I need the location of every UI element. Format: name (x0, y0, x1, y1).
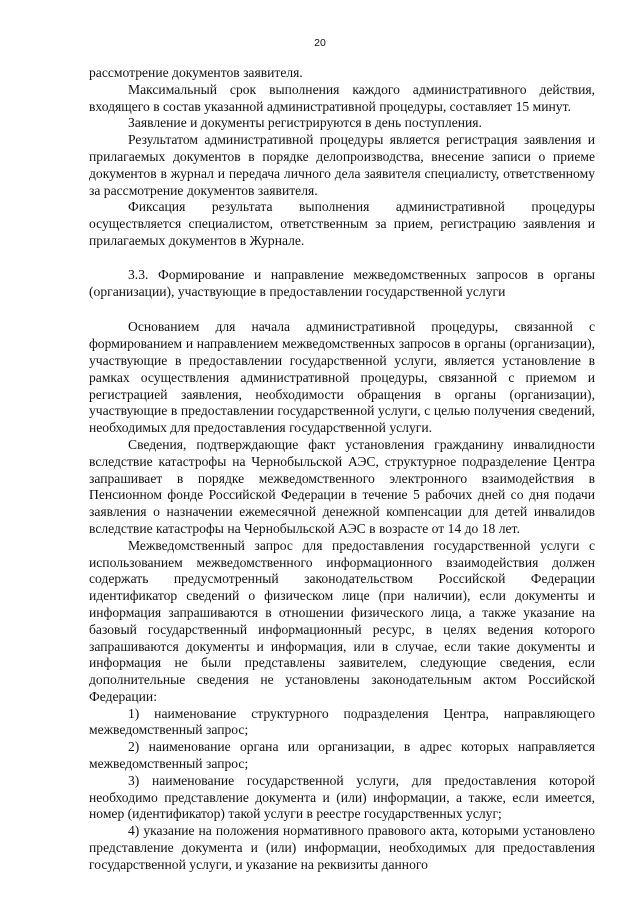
paragraph: Максимальный срок выполнения каждого административного действия, входящего в состав указанной административной процедуры, составляет 15 минут. (89, 81, 595, 114)
list-item: 2) наименование органа или организации, в адрес которых направляется межведомственный запрос; (89, 739, 595, 772)
section-heading: 3.3. Формирование и направление межведомственных запросов в органы (организации), участвующие в предоставлении государственной услуги (89, 266, 595, 299)
paragraph: Заявление и документы регистрируются в день поступления. (128, 115, 482, 131)
list-item: 4) указание на положения нормативного правового акта, которыми установлено представление документа и (или) информации, необходимых для предоставления государственной услуги, и указание на реквизиты данного (89, 823, 595, 872)
paragraph: рассмотрение документов заявителя. (89, 65, 303, 80)
list-item: 1) наименование структурного подразделения Центра, направляющего межведомственный запрос; (89, 705, 595, 738)
paragraph: Основанием для начала административной процедуры, связанной с формированием и направлением межведомственных запросов в органы (организации), участвующие в предоставлении государственной услуги, является установление в рамках осуществления административной процедуры, связанной с приемом и регистрацией заявления, необходимости обращения в органы (организации), участвующие в предоставлении государственной услуги, с целью получения сведений, необходимых для предоставления государственной услуги. (89, 319, 595, 436)
list-item: 3) наименование государственной услуги, для предоставления которой необходимо представление документа и (или) информации, а также, если имеется, номер (идентификатор) такой услуги в реестре государственных услуг; (89, 772, 595, 822)
paragraph: Сведения, подтверждающие факт установления гражданину инвалидности вследствие катастрофы на Чернобыльской АЭС, структурное подразделение Центра запрашивает в порядке межведомственного электронного взаимодействия в Пенсионном фонде Российской Федерации в течение 5 рабочих дней со дня подачи заявления о назначении ежемесячной денежной компенсации для детей инвалидов вследствие катастрофы на Чернобыльской АЭС в возрасте от 14 до 18 лет. (89, 436, 595, 536)
paragraph: Межведомственный запрос для предоставления государственной услуги с использованием межведомственного информационного взаимодействия должен содержать предусмотренный законодательством Российской Федерации идентификатор сведений о физическом лице (при наличии), если документы и информация запрашиваются в отношении физического лица, а также указание на базовый государственный информационный ресурс, в целях ведения которого запрашиваются документы и информация, или в случае, если такие документы и информация не были представлены заявителем, следующие сведения, если дополнительные сведения не установлены законодательным актом Российской Федерации: (89, 537, 595, 704)
paragraph: Фиксация результата выполнения административной процедуры осуществляется специалистом, ответственным за прием, регистрацию заявления и прилагаемых документов в Журнале. (89, 199, 595, 248)
paragraph: Результатом административной процедуры является регистрация заявления и прилагаемых документов в порядке делопроизводства, внесение записи о приеме документов в журнал и передача личного дела заявителя специалисту, ответственному за рассмотрение документов заявителя. (89, 132, 595, 198)
document-body (89, 65, 595, 874)
page-number: 20 (314, 37, 326, 49)
